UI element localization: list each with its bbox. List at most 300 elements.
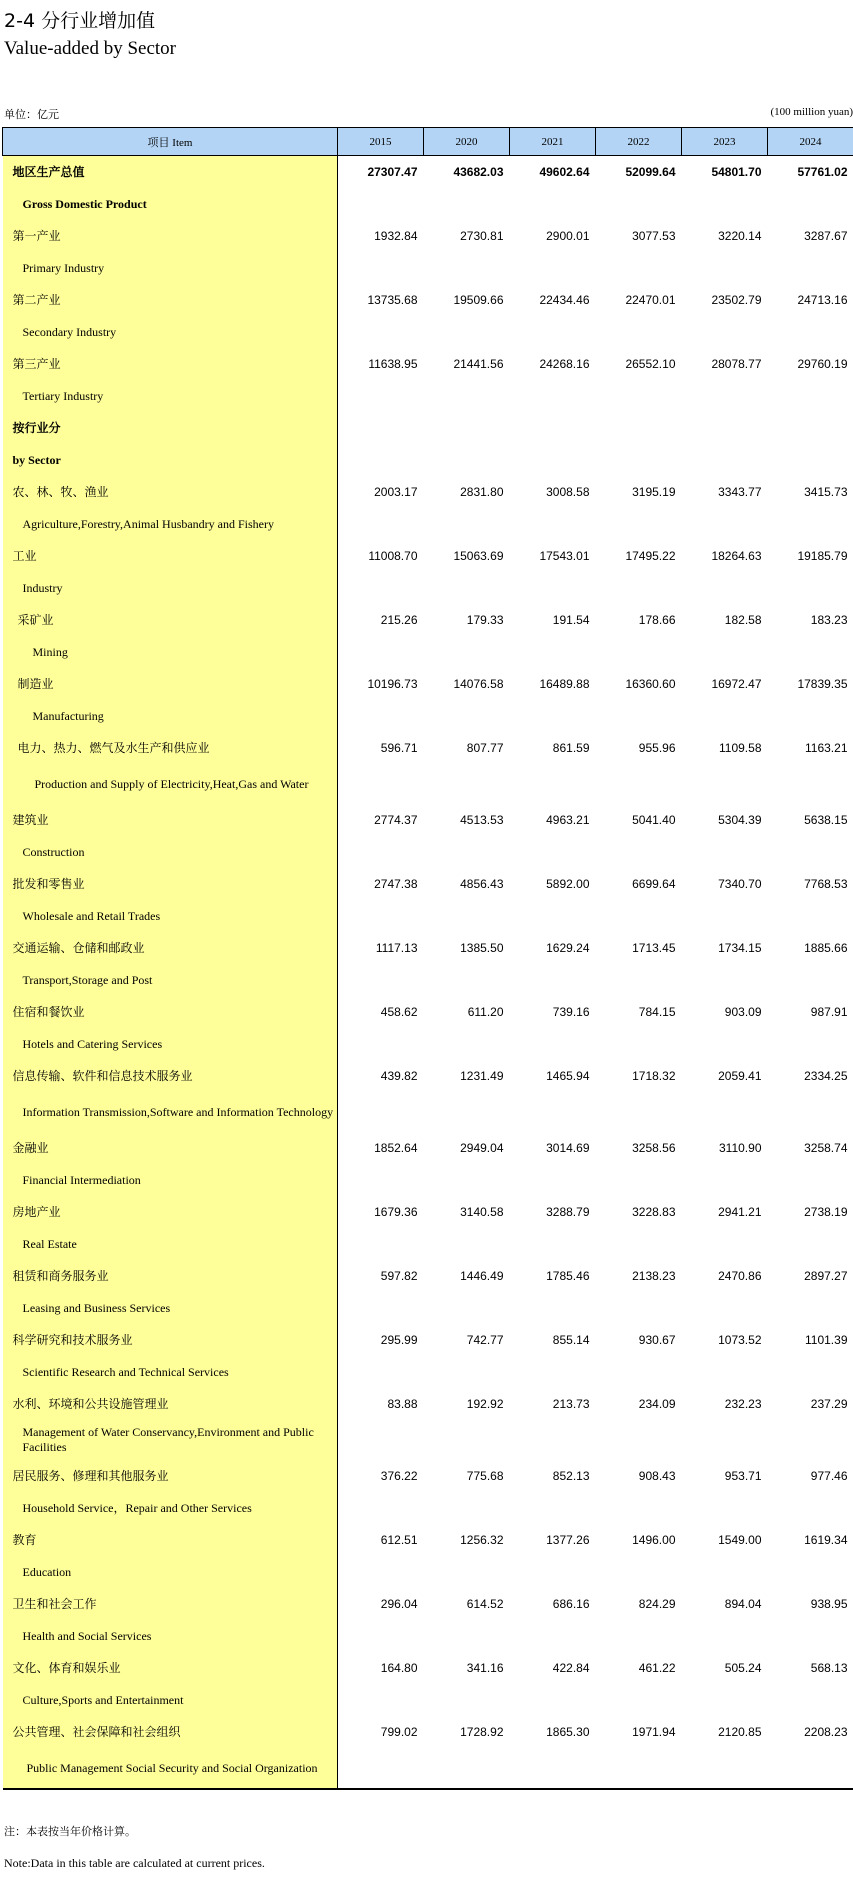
value-cell: 57761.02: [797, 165, 848, 179]
row-label: Tertiary Industry: [3, 380, 338, 412]
note-en: Note:Data in this table are calculated at current prices.: [4, 1856, 265, 1870]
value-cell: [682, 1492, 768, 1524]
table-row: [3, 572, 853, 604]
value-cell: [596, 1420, 682, 1460]
value-cell: [768, 1620, 853, 1652]
value-cell: 376.22: [380, 1469, 418, 1483]
value-cell: [424, 1684, 510, 1716]
value-cell: 2470.86: [718, 1269, 762, 1283]
table-row: [3, 1028, 853, 1060]
value-cell: [596, 900, 682, 932]
value-cell: 21441.56: [453, 357, 504, 371]
table-row: [3, 444, 853, 476]
table-row: [3, 996, 853, 1028]
row-label: 房地产业: [3, 1196, 338, 1228]
note-cn: 注：本表按当年价格计算。: [4, 1825, 136, 1838]
value-cell: [510, 1092, 596, 1132]
row-label: Leasing and Business Services: [3, 1292, 338, 1324]
value-cell: 164.80: [380, 1661, 418, 1675]
row-label: Gross Domestic Product: [3, 188, 338, 220]
table-row: [3, 868, 853, 900]
value-cell: [596, 1356, 682, 1388]
table-row: [3, 804, 853, 836]
value-cell: 824.29: [638, 1597, 676, 1611]
value-cell: 5638.15: [804, 813, 848, 827]
value-cell: 182.58: [724, 613, 762, 627]
value-cell: [596, 572, 682, 604]
value-cell: [510, 508, 596, 540]
row-label: 文化、体育和娱乐业: [3, 1652, 338, 1684]
value-cell: [596, 836, 682, 868]
value-cell: [510, 1492, 596, 1524]
header-year: 2020: [424, 128, 510, 156]
value-cell: 18264.63: [711, 549, 762, 563]
value-cell: [596, 1164, 682, 1196]
value-cell: 29760.19: [797, 357, 848, 371]
value-cell: [768, 700, 853, 732]
value-cell: [596, 1748, 682, 1789]
value-cell: [338, 900, 424, 932]
value-cell: 799.02: [380, 1725, 418, 1739]
value-cell: [682, 1420, 768, 1460]
value-cell: [424, 700, 510, 732]
value-cell: 1629.24: [546, 941, 590, 955]
value-cell: [424, 1492, 510, 1524]
value-cell: [424, 508, 510, 540]
value-cell: [424, 444, 510, 476]
value-cell: 17543.01: [539, 549, 590, 563]
value-cell: [510, 1228, 596, 1260]
value-cell: 422.84: [552, 1661, 590, 1675]
value-cell: 5304.39: [718, 813, 762, 827]
value-cell: [682, 700, 768, 732]
value-cell: 2949.04: [460, 1141, 504, 1155]
value-cell: 52099.64: [625, 165, 676, 179]
value-cell: [424, 380, 510, 412]
value-cell: 11008.70: [368, 549, 418, 563]
value-cell: 2208.23: [804, 1725, 848, 1739]
value-cell: 13735.68: [367, 293, 418, 307]
value-cell: 1852.64: [374, 1141, 418, 1155]
value-cell: [424, 316, 510, 348]
value-cell: [682, 1092, 768, 1132]
value-cell: [424, 412, 510, 444]
value-cell: [596, 1684, 682, 1716]
value-cell: [682, 252, 768, 284]
value-cell: 16360.60: [625, 677, 676, 691]
value-cell: [338, 316, 424, 348]
value-cell: [338, 412, 424, 444]
value-cell: 3140.58: [460, 1205, 504, 1219]
value-cell: 2747.38: [374, 877, 418, 891]
value-cell: [424, 1164, 510, 1196]
row-label: 第一产业: [3, 220, 338, 252]
value-cell: [424, 636, 510, 668]
value-cell: [682, 380, 768, 412]
value-cell: [682, 1292, 768, 1324]
table-row: [3, 1388, 853, 1420]
value-cell: [682, 412, 768, 444]
value-cell: 461.22: [638, 1661, 676, 1675]
value-cell: [338, 764, 424, 804]
value-cell: 16972.47: [711, 677, 762, 691]
value-cell: 4856.43: [460, 877, 504, 891]
value-cell: 855.14: [552, 1333, 590, 1347]
value-cell: [424, 764, 510, 804]
value-cell: 3343.77: [718, 485, 762, 499]
value-cell: [510, 1556, 596, 1588]
row-label: by Sector: [3, 444, 338, 476]
value-cell: [596, 316, 682, 348]
value-cell: [596, 508, 682, 540]
value-cell: 10196.73: [367, 677, 418, 691]
value-cell: [682, 836, 768, 868]
row-label: Industry: [3, 572, 338, 604]
row-label: Management of Water Conservancy,Environment and Public Facilities: [3, 1420, 338, 1460]
value-cell: [682, 1028, 768, 1060]
value-cell: 3195.19: [632, 485, 676, 499]
value-cell: 1619.34: [804, 1533, 848, 1547]
value-cell: 1865.30: [546, 1725, 590, 1739]
value-cell: [596, 188, 682, 220]
value-cell: 2831.80: [460, 485, 504, 499]
value-cell: [338, 252, 424, 284]
table-row: [3, 508, 853, 540]
row-label: Construction: [3, 836, 338, 868]
table-row: [3, 1356, 853, 1388]
table-row: [3, 284, 853, 316]
value-cell: 3415.73: [804, 485, 848, 499]
value-cell: 807.77: [466, 741, 504, 755]
table-row: [3, 700, 853, 732]
value-cell: [596, 412, 682, 444]
value-cell: [596, 252, 682, 284]
value-cell: [424, 188, 510, 220]
value-cell: [682, 1228, 768, 1260]
row-label: Hotels and Catering Services: [3, 1028, 338, 1060]
value-cell: [510, 1164, 596, 1196]
value-cell: 1385.50: [460, 941, 504, 955]
value-cell: [338, 380, 424, 412]
value-cell: [682, 900, 768, 932]
value-cell: 7340.70: [718, 877, 762, 891]
value-cell: 178.66: [638, 613, 676, 627]
table-row: [3, 668, 853, 700]
value-cell: 26552.10: [625, 357, 676, 371]
value-cell: 3008.58: [546, 485, 590, 499]
value-cell: [596, 1092, 682, 1132]
value-cell: [338, 1684, 424, 1716]
value-cell: 54801.70: [711, 165, 762, 179]
value-cell: 1496.00: [632, 1533, 676, 1547]
row-label: 建筑业: [3, 804, 338, 836]
value-cell: 2774.37: [374, 813, 418, 827]
value-added-table: [2, 127, 853, 1790]
value-cell: [682, 1164, 768, 1196]
table-row: [3, 540, 853, 572]
value-cell: 27307.47: [367, 165, 418, 179]
value-cell: [682, 1748, 768, 1789]
value-cell: 3014.69: [546, 1141, 590, 1155]
value-cell: 183.23: [810, 613, 848, 627]
row-label: 批发和零售业: [3, 868, 338, 900]
header-year: 2024: [768, 128, 853, 156]
table-row: [3, 1524, 853, 1556]
value-cell: 1728.92: [460, 1725, 504, 1739]
value-cell: [510, 1620, 596, 1652]
value-cell: 3220.14: [718, 229, 762, 243]
value-cell: 1885.66: [804, 941, 848, 955]
row-label: 第三产业: [3, 348, 338, 380]
table-row: [3, 220, 853, 252]
row-label: Information Transmission,Software and Information Technology: [3, 1092, 338, 1132]
table-row: [3, 604, 853, 636]
value-cell: [510, 900, 596, 932]
table-row: [3, 836, 853, 868]
value-cell: [768, 412, 853, 444]
value-cell: 852.13: [552, 1469, 590, 1483]
value-cell: 2900.01: [546, 229, 590, 243]
value-cell: 17839.35: [797, 677, 848, 691]
value-cell: 938.95: [810, 1597, 848, 1611]
value-cell: [338, 836, 424, 868]
value-cell: 22470.01: [625, 293, 676, 307]
value-cell: [510, 188, 596, 220]
value-cell: 930.67: [638, 1333, 676, 1347]
page-title-en: Value-added by Sector: [4, 38, 176, 59]
row-label: 居民服务、修理和其他服务业: [3, 1460, 338, 1492]
value-cell: [768, 572, 853, 604]
value-cell: 977.46: [810, 1469, 848, 1483]
value-cell: [768, 188, 853, 220]
row-label: Culture,Sports and Entertainment: [3, 1684, 338, 1716]
value-cell: [424, 1228, 510, 1260]
value-cell: 1718.32: [632, 1069, 676, 1083]
row-label: Health and Social Services: [3, 1620, 338, 1652]
value-cell: [510, 700, 596, 732]
table-row: [3, 1260, 853, 1292]
value-cell: [682, 572, 768, 604]
table-row: [3, 1092, 853, 1132]
value-cell: 742.77: [466, 1333, 504, 1347]
value-cell: [596, 636, 682, 668]
value-cell: [338, 1620, 424, 1652]
value-cell: 2138.23: [632, 1269, 676, 1283]
row-label: 水利、环境和公共设施管理业: [3, 1388, 338, 1420]
value-cell: [682, 764, 768, 804]
value-cell: [510, 444, 596, 476]
row-label: 采矿业: [3, 604, 338, 636]
value-cell: [768, 1228, 853, 1260]
value-cell: [424, 1620, 510, 1652]
value-cell: [596, 444, 682, 476]
value-cell: [768, 252, 853, 284]
value-cell: [510, 252, 596, 284]
value-cell: 458.62: [380, 1005, 418, 1019]
row-label: 地区生产总值: [3, 156, 338, 189]
value-cell: [338, 1292, 424, 1324]
header-year: 2022: [596, 128, 682, 156]
value-cell: [768, 1556, 853, 1588]
table-row: [3, 1748, 853, 1789]
value-cell: [768, 836, 853, 868]
table-row: [3, 476, 853, 508]
value-cell: 1256.32: [460, 1533, 504, 1547]
table-row: [3, 932, 853, 964]
value-cell: [338, 1356, 424, 1388]
value-cell: [682, 1556, 768, 1588]
value-cell: 2730.81: [460, 229, 504, 243]
unit-label-en: (100 million yuan): [770, 106, 853, 118]
value-cell: 686.16: [552, 1597, 590, 1611]
value-cell: 1734.15: [718, 941, 762, 955]
value-cell: [768, 1420, 853, 1460]
table-row: [3, 316, 853, 348]
row-label: 制造业: [3, 668, 338, 700]
value-cell: [768, 900, 853, 932]
value-cell: 1109.58: [719, 741, 762, 755]
table-row: [3, 1460, 853, 1492]
value-cell: [338, 1028, 424, 1060]
value-cell: [338, 1748, 424, 1789]
value-cell: 596.71: [380, 741, 418, 755]
row-label: 第二产业: [3, 284, 338, 316]
header-item: 项目 Item: [3, 128, 338, 156]
value-cell: [596, 1228, 682, 1260]
value-cell: 1377.26: [546, 1533, 590, 1547]
row-label: Wholesale and Retail Trades: [3, 900, 338, 932]
value-cell: 296.04: [380, 1597, 418, 1611]
value-cell: 775.68: [466, 1469, 504, 1483]
row-label: 科学研究和技术服务业: [3, 1324, 338, 1356]
value-cell: [682, 1356, 768, 1388]
table-row: [3, 1620, 853, 1652]
value-cell: [424, 1292, 510, 1324]
value-cell: [682, 444, 768, 476]
value-cell: 7768.53: [804, 877, 848, 891]
table-row: [3, 412, 853, 444]
table-row: [3, 1492, 853, 1524]
value-cell: 5041.40: [632, 813, 676, 827]
value-cell: 1465.94: [546, 1069, 590, 1083]
value-cell: [510, 316, 596, 348]
value-cell: 4963.21: [546, 813, 590, 827]
value-cell: 295.99: [380, 1333, 418, 1347]
row-label: 卫生和社会工作: [3, 1588, 338, 1620]
value-cell: 341.16: [466, 1661, 504, 1675]
value-cell: [768, 1092, 853, 1132]
value-cell: 1932.84: [374, 229, 418, 243]
value-cell: 28078.77: [711, 357, 762, 371]
value-cell: [768, 1492, 853, 1524]
value-cell: 1446.49: [460, 1269, 504, 1283]
value-cell: [682, 508, 768, 540]
value-cell: 953.71: [724, 1469, 762, 1483]
value-cell: 2738.19: [804, 1205, 848, 1219]
value-cell: [338, 508, 424, 540]
value-cell: [338, 1556, 424, 1588]
unit-label-cn: 单位：亿元: [4, 108, 59, 121]
table-row: [3, 1588, 853, 1620]
value-cell: [596, 1556, 682, 1588]
table-row: [3, 1196, 853, 1228]
value-cell: 2941.21: [718, 1205, 762, 1219]
value-cell: 4513.53: [460, 813, 504, 827]
value-cell: 505.24: [724, 1661, 762, 1675]
table-row: [3, 380, 853, 412]
value-cell: 3258.74: [804, 1141, 848, 1155]
value-cell: [424, 1556, 510, 1588]
header-year: 2023: [682, 128, 768, 156]
value-cell: [338, 1492, 424, 1524]
value-cell: [338, 444, 424, 476]
row-label: Secondary Industry: [3, 316, 338, 348]
value-cell: [338, 700, 424, 732]
value-cell: 3110.90: [719, 1141, 762, 1155]
table-row: [3, 1652, 853, 1684]
table-row: [3, 764, 853, 804]
value-cell: 213.73: [552, 1397, 590, 1411]
value-cell: 1231.49: [460, 1069, 504, 1083]
table-row: [3, 1420, 853, 1460]
value-cell: [338, 188, 424, 220]
value-cell: [424, 964, 510, 996]
value-cell: 3228.83: [632, 1205, 676, 1219]
value-cell: 19509.66: [453, 293, 504, 307]
value-cell: [338, 1228, 424, 1260]
value-cell: [338, 636, 424, 668]
value-cell: 1971.94: [632, 1725, 676, 1739]
value-cell: [424, 252, 510, 284]
row-label: Transport,Storage and Post: [3, 964, 338, 996]
value-cell: [338, 572, 424, 604]
row-label: Real Estate: [3, 1228, 338, 1260]
value-cell: [768, 1292, 853, 1324]
value-cell: 955.96: [638, 741, 676, 755]
value-cell: [424, 836, 510, 868]
value-cell: 6699.64: [632, 877, 676, 891]
table-row: [3, 900, 853, 932]
value-cell: 237.29: [810, 1397, 848, 1411]
row-label: Financial Intermediation: [3, 1164, 338, 1196]
value-cell: [596, 1620, 682, 1652]
value-cell: [596, 380, 682, 412]
value-cell: [596, 1492, 682, 1524]
value-cell: 784.15: [638, 1005, 676, 1019]
value-cell: 987.91: [810, 1005, 848, 1019]
value-cell: 1679.36: [374, 1205, 418, 1219]
value-cell: [424, 572, 510, 604]
value-cell: [510, 1684, 596, 1716]
value-cell: 215.26: [380, 613, 418, 627]
value-cell: 24713.16: [797, 293, 848, 307]
value-cell: 611.20: [467, 1005, 504, 1019]
row-label: Manufacturing: [3, 700, 338, 732]
value-cell: 3287.67: [804, 229, 848, 243]
row-label: Household Service，Repair and Other Services: [3, 1492, 338, 1524]
row-label: 租赁和商务服务业: [3, 1260, 338, 1292]
value-cell: [510, 1028, 596, 1060]
table-row: [3, 1164, 853, 1196]
table-row: [3, 1292, 853, 1324]
value-cell: [424, 1356, 510, 1388]
value-cell: [596, 1028, 682, 1060]
value-cell: [510, 636, 596, 668]
table-row: [3, 1716, 853, 1748]
value-cell: [510, 380, 596, 412]
value-cell: 612.51: [380, 1533, 418, 1547]
table-row: [3, 1228, 853, 1260]
